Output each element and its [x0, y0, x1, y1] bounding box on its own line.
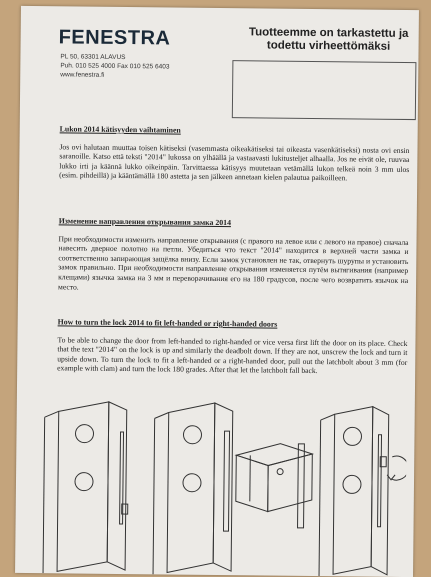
instruction-sheet [15, 6, 419, 577]
address-line-1: PL 50, 63301 ALAVUS [60, 52, 169, 62]
section-english [57, 317, 408, 377]
section-finnish [59, 124, 410, 184]
section-title-finnish: Lukon 2014 kätisyyden vaihtaminen [60, 124, 410, 137]
lock-illustration [35, 391, 407, 577]
lock-body-illustration [236, 443, 313, 528]
inspection-title-line-2: todettu virheettömäksi [239, 39, 419, 54]
inspection-stamp-box [232, 60, 417, 120]
address-line-3: www.fenestra.fi [60, 70, 169, 80]
section-title-russian: Изменение направления открывания замка 2014 [59, 216, 409, 229]
inspection-title-line-1: Tuotteemme on tarkastettu ja [239, 26, 419, 41]
section-title-english: How to turn the lock 2014 to fit left-handed or right-handed doors [58, 317, 408, 330]
address-line-2: Puh. 010 525 4000 Fax 010 525 6403 [60, 61, 169, 71]
section-body-english: To be able to change the door from left-handed to right-handed or vice versa first lift the door on its place. Check that the text "2014" on the lock is up and similarly the deadbolt down. If they are not, unscrew the lock and turn it upside down. To turn the lock to fit a left-handed or a right-handed door, pull out the latchbolt about 3 mm (for example with clam) and turn the lock 180 grades. After that let the latchbolt fall back. [57, 335, 407, 377]
door-illustration-2 [153, 402, 233, 575]
section-body-finnish: Jos ovi halutaan muuttaa toisen kätiseksi (vasemmasta oikeakätiseksi tai oikeasta vasenkätiseksi) nosta ovi ensin saranoille. Katso että teksti "2014" lukossa on ylhäällä ja vastaavasti lukitusteljet alhaalla. Jos ne eivät ole, ruuvaa lukko irti ja käännä lukko oikeinpäin. Tarvittaessa kätisyys muutetaan vetämällä lukon telkeä noin 3 mm ulos (esim. pihdeillä) ja kääntämällä 180 astetta ja sen jälkeen annetaan kielen palautua paikoilleen. [59, 142, 409, 184]
company-address [60, 52, 169, 80]
door-illustration-3 [319, 406, 407, 577]
section-russian [58, 216, 409, 295]
fenestra-logo: FENESTRA [59, 26, 171, 50]
inspection-stamp-title [239, 26, 419, 54]
section-body-russian: При необходимости изменить направление открывания (с правого на левое или с левого на правое) сначала навесить дверное полотно на петли. Убедиться что текст "2014" находится в верхней части замка и соответственно запирающая защёлка внизу. Если замок установлен не так, отвернуть шурупы и установить замок правильно. При необходимости направление открывания изменяется путём вытягивания (например клещами) язычка замка на 3 мм и переворачивания его на 180 градусов, после чего возвратить язычок на место. [58, 234, 409, 295]
door-illustration-1 [43, 401, 129, 574]
